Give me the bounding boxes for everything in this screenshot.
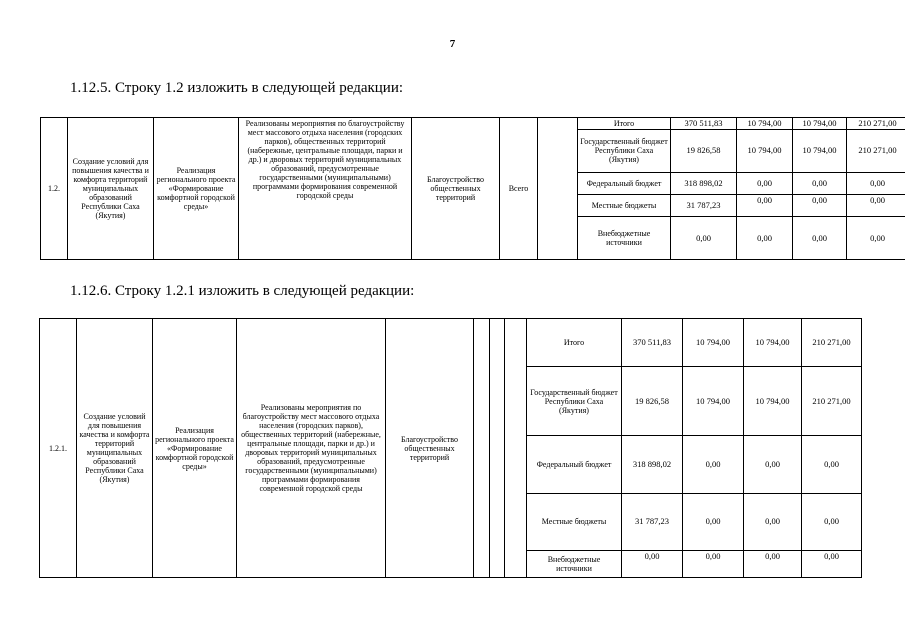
- project-cell: Реализация регионального проекта «Формирование комфортной городской среды»: [153, 319, 237, 578]
- empty-cell: [474, 319, 490, 578]
- direction-cell: Благоустройство общественных территорий: [386, 319, 474, 578]
- source-label: Местные бюджеты: [527, 493, 622, 551]
- value-cell: 0,00: [847, 217, 905, 260]
- source-label: Итого: [578, 118, 671, 130]
- source-label: Местные бюджеты: [578, 195, 671, 217]
- value-cell: 10 794,00: [793, 130, 847, 173]
- value-cell: 0,00: [802, 493, 862, 551]
- source-label: Федеральный бюджет: [578, 172, 671, 194]
- value-cell: 10 794,00: [793, 118, 847, 130]
- value-cell: 0,00: [683, 493, 744, 551]
- value-cell: 0,00: [802, 551, 862, 578]
- value-cell: 318 898,02: [671, 172, 737, 194]
- value-cell: 210 271,00: [802, 319, 862, 367]
- value-cell: 0,00: [671, 217, 737, 260]
- section-heading-1: 1.12.5. Строку 1.2 изложить в следующей редакции:: [70, 80, 404, 96]
- section-heading-2: 1.12.6. Строку 1.2.1 изложить в следующей редакции:: [70, 283, 415, 299]
- source-label: Федеральный бюджет: [527, 436, 622, 494]
- value-cell: 210 271,00: [847, 130, 905, 173]
- table-row-1-2-1: [39, 318, 862, 578]
- goal-cell: Создание условий для повышения качества и комфорта территорий муниципальных образований Республики Саха (Якутия): [68, 118, 154, 260]
- value-cell: 19 826,58: [671, 130, 737, 173]
- value-cell: 370 511,83: [622, 319, 683, 367]
- value-cell: 210 271,00: [847, 118, 905, 130]
- direction-cell: Благоустройство общественных территорий: [412, 118, 500, 260]
- value-cell: 0,00: [802, 436, 862, 494]
- table-row-1-2: [40, 117, 905, 260]
- value-cell: 0,00: [737, 172, 793, 194]
- source-label: Итого: [527, 319, 622, 367]
- value-cell: 0,00: [622, 551, 683, 578]
- result-cell: Реализованы мероприятия по благоустройству мест массового отдыха населения (городских парков), общественных территорий (набережные, центральные площади, парки и др.) и дворовых территорий муниципальных образований, предусмотренные государственными (муниципальными) программами формирования современной городской среды: [239, 118, 412, 260]
- value-cell: 0,00: [737, 217, 793, 260]
- value-cell: 0,00: [744, 493, 802, 551]
- value-cell: 10 794,00: [683, 319, 744, 367]
- value-cell: 10 794,00: [744, 319, 802, 367]
- value-cell: 31 787,23: [622, 493, 683, 551]
- result-cell: Реализованы мероприятия по благоустройству мест массового отдыха населения (городских парков), общественных территорий (набережные, центральные площади, парки и др.) и дворовых территорий муниципальных образований, предусмотренные государственными (муниципальными) программами формирования современной городской среды: [237, 319, 386, 578]
- source-label: Государственный бюджет Республики Саха (Якутия): [527, 367, 622, 436]
- value-cell: 10 794,00: [737, 118, 793, 130]
- value-cell: 0,00: [683, 551, 744, 578]
- value-cell: 0,00: [793, 195, 847, 217]
- source-label: Государственный бюджет Республики Саха (Якутия): [578, 130, 671, 173]
- value-cell: 0,00: [744, 436, 802, 494]
- value-cell: 318 898,02: [622, 436, 683, 494]
- project-cell: Реализация регионального проекта «Формирование комфортной городской среды»: [154, 118, 239, 260]
- goal-cell: Создание условий для повышения качества и комфорта территорий муниципальных образований Республики Саха (Якутия): [77, 319, 153, 578]
- value-cell: 0,00: [847, 195, 905, 217]
- value-cell: 31 787,23: [671, 195, 737, 217]
- value-cell: 19 826,58: [622, 367, 683, 436]
- value-cell: 0,00: [744, 551, 802, 578]
- value-cell: 0,00: [847, 172, 905, 194]
- value-cell: 0,00: [737, 195, 793, 217]
- empty-cell: [538, 118, 578, 260]
- value-cell: 0,00: [683, 436, 744, 494]
- empty-cell: [490, 319, 505, 578]
- page-number: 7: [449, 38, 456, 50]
- value-cell: 210 271,00: [802, 367, 862, 436]
- source-label: Внебюджетные источники: [578, 217, 671, 260]
- total-label-cell: Всего: [500, 118, 538, 260]
- source-label: Внебюджетные источники: [527, 551, 622, 578]
- value-cell: 10 794,00: [737, 130, 793, 173]
- value-cell: 10 794,00: [683, 367, 744, 436]
- value-cell: 0,00: [793, 217, 847, 260]
- row-number: 1.2.: [41, 118, 68, 260]
- row-number: 1.2.1.: [40, 319, 77, 578]
- empty-cell: [505, 319, 527, 578]
- value-cell: 370 511,83: [671, 118, 737, 130]
- value-cell: 0,00: [793, 172, 847, 194]
- value-cell: 10 794,00: [744, 367, 802, 436]
